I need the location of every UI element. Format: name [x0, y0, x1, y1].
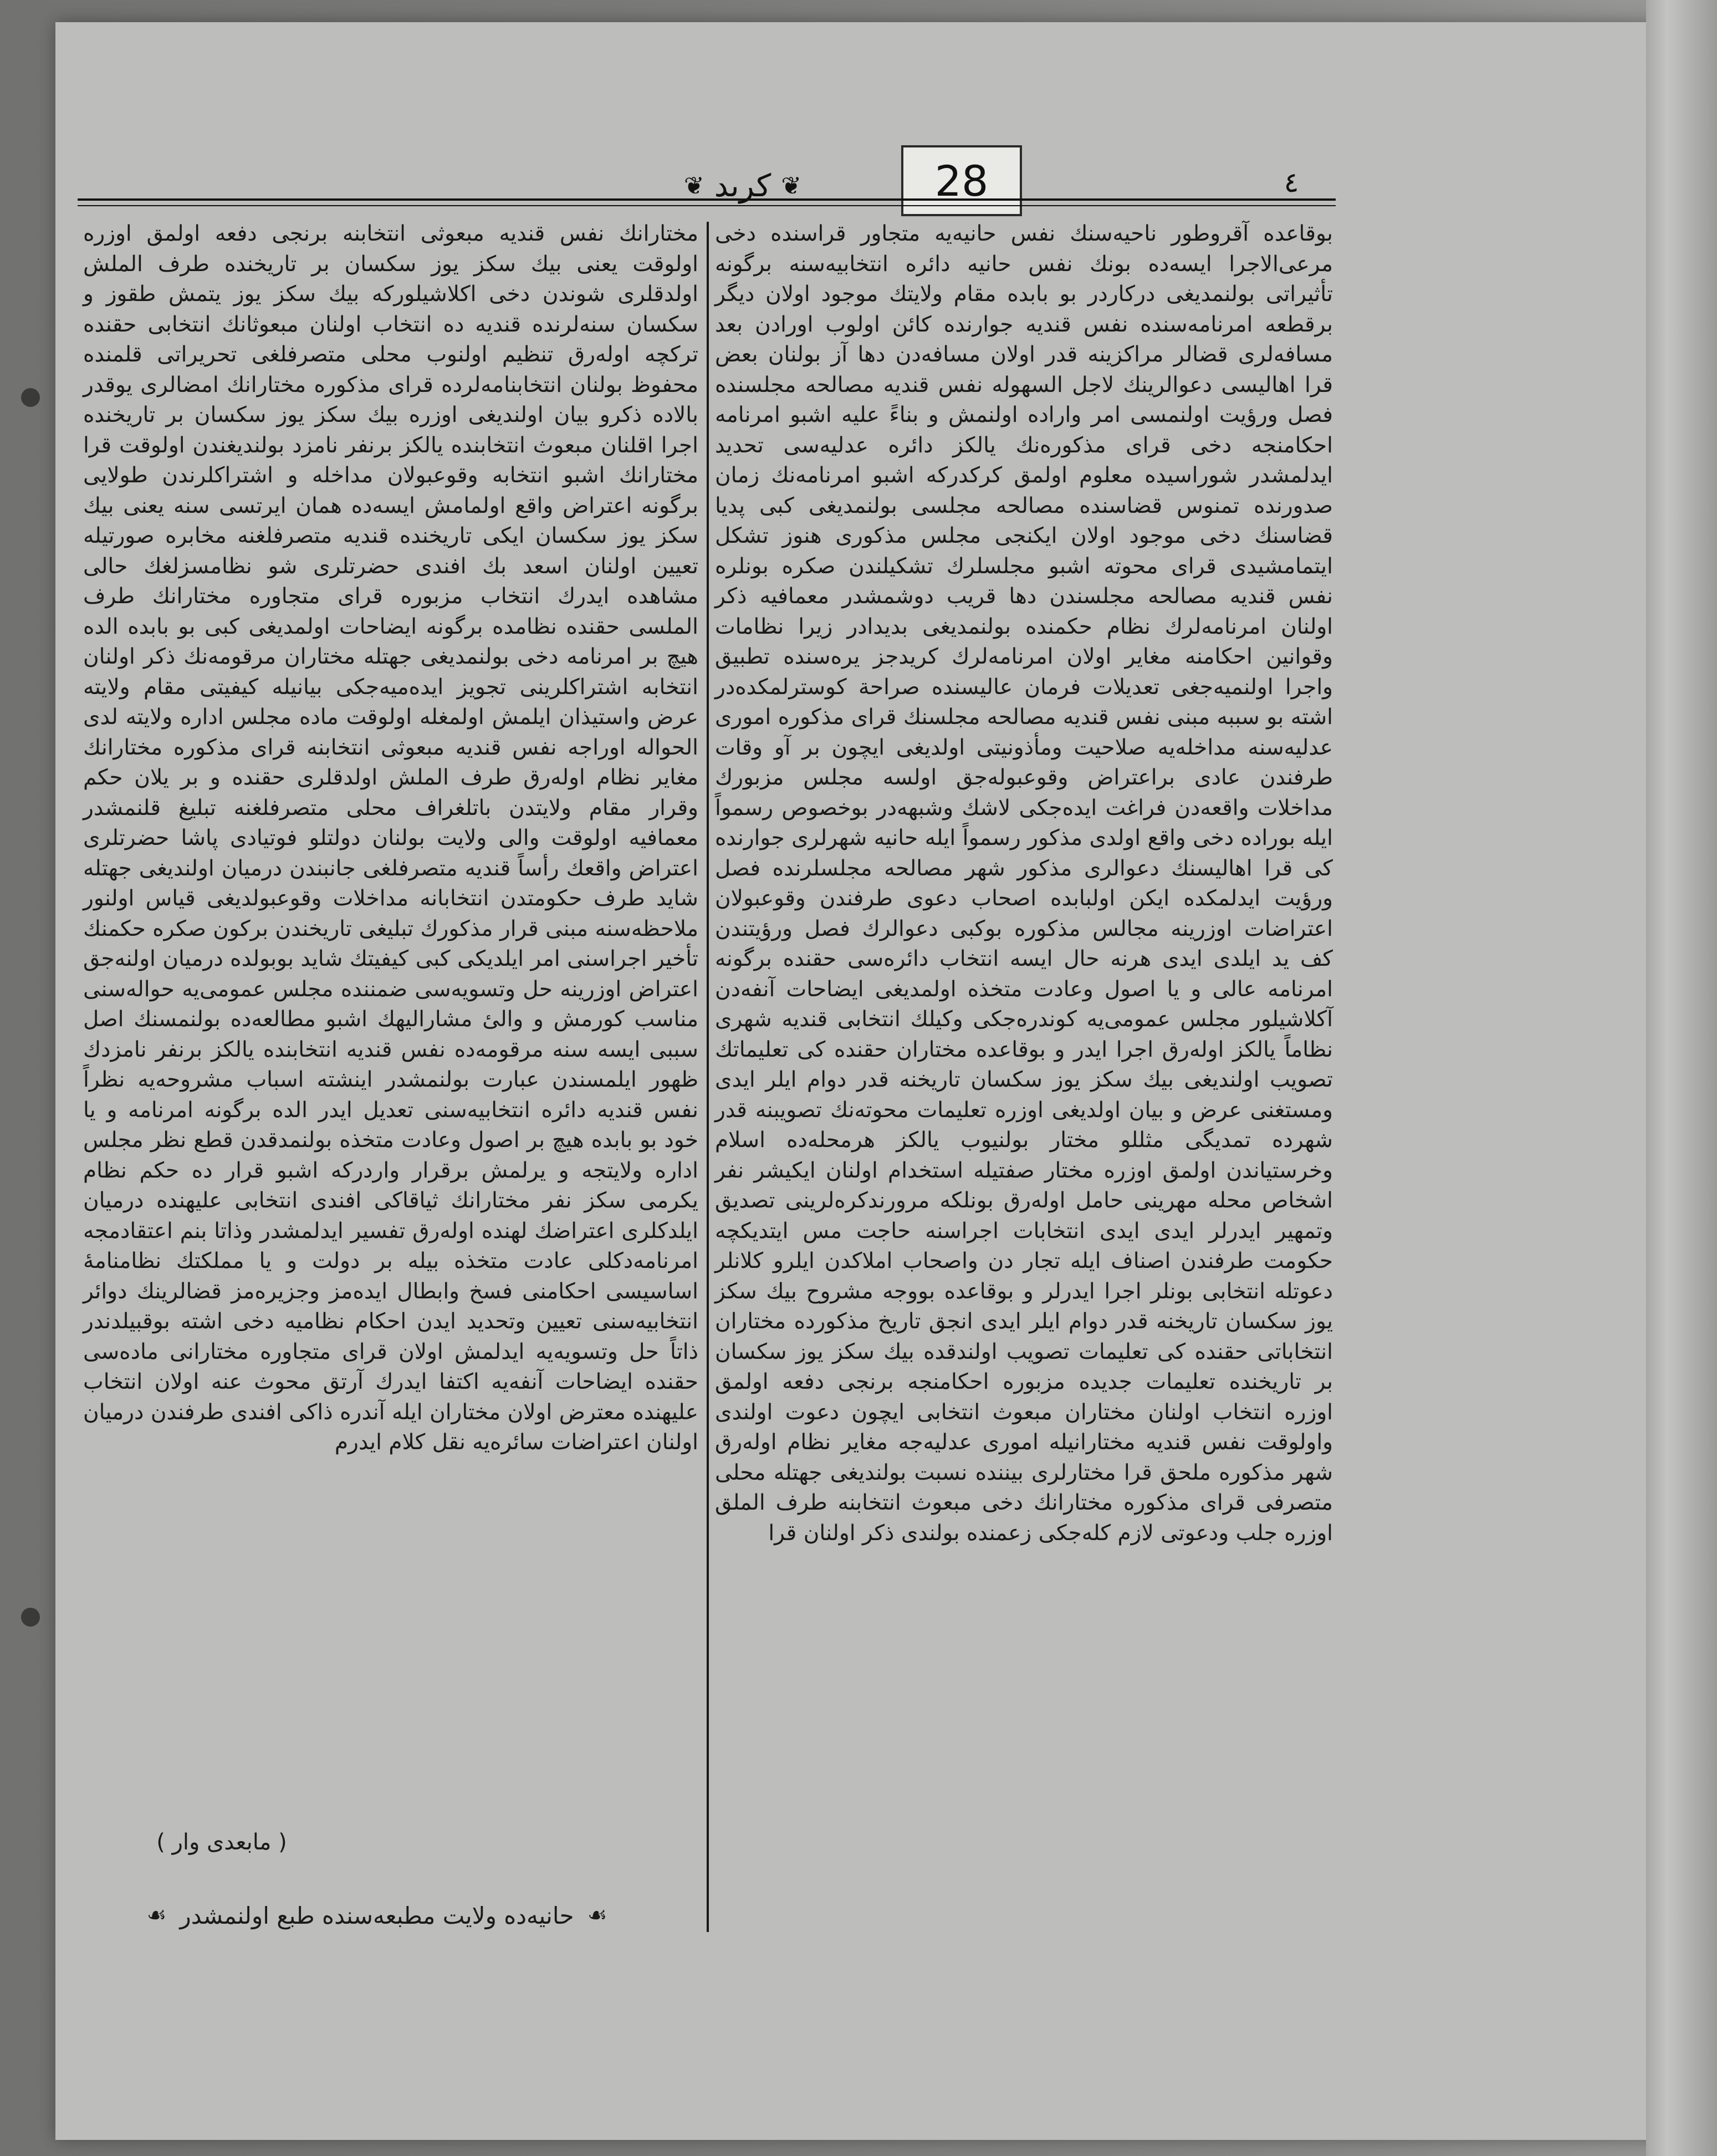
- header-rule: [78, 198, 1336, 201]
- right-column: [715, 219, 1333, 1938]
- left-column-text: مختارانك نفس قندیه مبعوثی انتخابنه برنجی دفعه اولمق اوزره اولوقت یعنی بیك سکز یوز سکسان بر تاریخنده طرف الملش اولدقلری شوندن دخی اکلاشیلورکه بیك سکز یوز یتمش طقوز و سکسان سنه‌لرنده قندیه ده انتخاب اولنان مبعوثانك انتخابی حقنده ترکچه اوله‌رق تنظیم اولنوب محلی متصرفلغی تحریراتی قلمنده محفوظ بولنان انتخابنامه‌لرده قرای مذکوره مختارانك امضالری یوقدر بالاده ذکرو بیان اولندیغی اوزره بیك سکز یوز سکسان بر تاریخنده اجرا اقلنان مبعوث انتخابنده یالکز برنفر نامزد بولندیغندن اولوقت قرا مختارانك اشبو انتخابه وقوعبولان مداخله و اشتراکلرندن طولایی برگونه اعتراض واقع اولمامش ایسه‌ده همان ایرتسی سنه یعنی بیك سکز یوز سکسان ایکی تاریخنده قندیه متصرفلغنه مخابره صورتیله تعیین اولنان اسعد بك افندی حضرتلری شو نظامسزلغك حالی مشاهده ایدرك انتخاب مزبوره قرای متجاوره مختارانك طرف الملسی حقنده نظامده برگونه ایضاحات اولمدیغی کبی بو بابده الده هیچ بر امرنامه دخی بولنمدیغی جهتله مختاران مرقومه‌نك ذکر اولنان انتخابه اشتراکلرینی تجویز ایده‌میه‌جکی بیانیله کیفیتی مقام ولایته عرض واستیذان ایلمش اولمغله اولوقت ماده مجلس اداره ولایته لدی الحواله اوراجه نفس قندیه مبعوثی انتخابنه قرای مذکوره مختارانك مغایر نظام اوله‌رق طرف الملش اولدقلری حقنده و بر یلان حکم وقرار مقام ولایتدن باتلغراف محلی متصرفلغنه تبلیغ قلنمشدر معمافیه اولوقت والی ولایت بولنان دولتلو فوتیادی پاشا حضرتلری اعتراض واقعك رأساً قندیه متصرفلغی جانبندن درمیان اولندیغی جهتله شاید طرف حکومتدن انتخابانه مداخلات وقوعبولدیغی قیاس اولنور ملاحظه‌سنه مبنی قرار مذکورك تبلیغی تاریخندن برکون صکره حکمنك تأخیر اجراسنی امر ایلدیکی کبی کیفیتك شاید بوبولده درمیان اولنه‌جق اعتراض اوزرینه حل وتسویه‌سی ضمننده مجلس عمومی‌یه حواله‌سنی مناسب کورمش و والیٔ مشارالیهك اشبو مطالعه‌ده بولنمسنك اصل سببی ایسه سنه مرقومه‌ده نفس قندیه انتخابنده یالکز برنفر نامزدك ظهور ایلمسندن عبارت بولنمشدر اینشته اسباب مشروحه‌یه نظراً نفس قندیه دائره انتخابیه‌سنی تعدیل ایدر الده برگونه امرنامه و یا خود بو بابده هیچ بر اصول وعادت متخذه بولنمدقدن قطع نظر مجلس اداره ولایتجه و یرلمش برقرار واردرکه اشبو قرار ده حکم نظام یکرمی سکز نفر مختارانك ثیاقاکی افندی انتخابی علیهنده درمیان ایلدکلری اعتراضك لهنده اوله‌رق تفسیر ایدلمشدر وذاتا بنم اعتقادمجه امرنامه‌دکلی عادت متخذه بیله بر دولت و یا مملکتك نظامنامهٔ اساسیسی احکامنی فسخ وابطال ایده‌مز وجزیره‌مز قضالرینك دوائر انتخابیه‌سنی تعیین وتحدید ایدن احکام نظامیه دخی اشته بوقبیلدندر ذاتاً حل وتسویه‌یه ایدلمش اولان قرای متجاوره مختارانی ماده‌سی حقنده ایضاحات آنفه‌یه اکتفا ایدرك آرتق محوث عنه اولان انتخاب علیهنده معترض اولان مختاران ایله آندره ذاکی افندی طرفندن درمیان اولنان اعتراضات سائره‌یه نقل کلام ایدرم: [83, 221, 698, 1455]
- masthead-title: کرید: [714, 167, 771, 204]
- page-number-text: 28: [934, 156, 989, 206]
- page-index: ٤: [1284, 166, 1299, 198]
- ornament-icon: ☙: [587, 1903, 607, 1928]
- ornament-icon: ❦: [683, 171, 704, 200]
- continued-note: ( مابعدی وار ): [156, 1829, 287, 1855]
- imprint-text: حانیه‌ده ولایت مطبعه‌سنده طبع اولنمشدر: [180, 1902, 574, 1929]
- printer-imprint: [94, 1890, 660, 1940]
- binding-hole: [21, 1608, 40, 1627]
- page-edge: [1646, 0, 1717, 2156]
- column-divider: [707, 222, 709, 1932]
- left-column: [83, 219, 698, 1854]
- ornament-icon: ❦: [781, 171, 802, 200]
- right-column-text: بوقاعده آقروطور ناحیه‌سنك نفس حانیه‌یه متجاور قراسنده دخی مرعی‌الاجرا ایسه‌ده بونك نفس حانیه دائره انتخابیه‌سنه برگونه تأثیراتی بولنمدیغی درکاردر بو بابده مقام ولایتك موجود اولان دیگر برقطعه امرنامه‌سنده نفس قندیه جوارنده کائن اولوب اورادن بعد مسافه‌لری قضالر مراکزینه قدر اولان مسافه‌دن دها آز بولنان بعض قرا اهالیسی دعوالرینك لاجل السهوله نفس قندیه مصالحه مجلسنده فصل ورؤیت اولنمسی امر واراده اولنمش و بناءً علیه اشبو امرنامه احکامنجه دخی قرای مذکوره‌نك یالکز دائره عدلیه‌سی تحدید ایدلمشدر شوراسیده معلوم اولمق کرکدرکه اشبو امرنامه‌نك زمان صدورنده تمنوس قضاسنده مصالحه مجلسی بولنمدیغی کبی پدیا قضاسنك دخی موجود اولان ایکنجی مجلس مذکوری هنوز تشکل ایتمامشیدی قرای محوته اشبو مجلسلرك تشکیلندن صکره بونلره نفس قندیه مصالحه مجلسندن دها قریب دوشمشدر معمافیه ذکر اولنان امرنامه‌لرك نظام حکمنده بولنمدیغی بدیدادر زیرا نظامات وقوانین احکامنه مغایر اولان امرنامه‌لرك کریدجز یره‌سنده تطبیق واجرا اولنمیه‌جغی تعدیلات فرمان عالیسنده صراحة کوسترلمکده‌در اشته بو سببه مبنی نفس قندیه مصالحه مجلسنك قرای مذکوره اموری عدلیه‌سنه مداخله‌یه صلاحیت ومأذونیتی اولدیغی ایچون بر آو وقات طرفندن عادی براعتراض وقوعبوله‌جق اولسه مجلس مزبورك مداخلات واقعه‌دن فراغت ایده‌جکی لاشك وشبهه‌در بوخصوص رسمواً ایله بوراده دخی واقع اولدی مذکور رسمواً ایله حانیه شهرلری جوارنده کی قرا اهالیسنك دعوالری مذکور شهر مصالحه مجلسلرنده فصل ورؤیت ایدلمکده ایکن اولبابده اصحاب دعوی طرفندن وقوعبولان اعتراضات اوزرینه مجالس مذکوره بوکبی دعوالرك فصل ورؤیتندن کف ید ایلدی ایدی هرنه حال ایسه انتخاب دائره‌سی حقنده برگونه امرنامه عالی و یا اصول وعادت متخذه اولمدیغی ایضاحات آنفه‌دن آکلاشیلور مجلس عمومی‌یه کوندره‌جکی وکیلك انتخابی قندیه شهری نظاماً یالکز اوله‌رق اجرا ایدر و بوقاعده مختاران حقنده کی تعلیماتك تصویب اولندیغی بیك سکز یوز سکسان تاریخنه قدر دوام ایلر ایدی ومستغنی عرض و بیان اولدیغی اوزره تعلیمات محوته‌نك تصویبنه قدر شهرده تمدیگی مثللو مختار بولنیوب یالکز هرمحله‌ده اسلام وخرستیاندن اولمق اوزره مختار صفتیله استخدام اولنان ایکیشر نفر اشخاص محله مهرینی حامل اوله‌رق بونلکه مرورندکره‌لرینی تصدیق وتمهیر ایدرلر ایدی ایدی انتخابات اجراسنه حاجت مس ایتدیکچه حکومت طرفندن اصناف ایله تجار دن واصحاب املاکدن ایلرو کلانلر دعوتله انتخابی بونلر اجرا ایدرلر و بوقاعده بووجه مشروح بیك سکز یوز سکسان تاریخنه قدر دوام ایلر ایدی انجق تاریخ مذکورده مختاران انتخاباتی حقنده کی تعلیمات تصویب اولندقده بیك سکز یوز سکسان بر تاریخنده تعلیمات جدیده مزبوره احکامنجه برنجی دفعه اولمق اوزره انتخاب اولنان مختاران مبعوث انتخابی ایچون دعوت اولندی واولوقت نفس قندیه مختارانیله اموری عدلیه‌جه مغایر نظام اوله‌رق شهر مذکوره ملحق قرا مختارلری بیننده نسبت بولندیغی جهتله محلی متصرفی قرای مذکوره مختارانك دخی مبعوث انتخابنه طرف الملق اوزره جلب ودعوتی لازم کله‌جکی زعمنده بولندی ذکر اولنان قرا: [715, 221, 1333, 1546]
- ornament-icon: ☙: [146, 1903, 167, 1928]
- header-rule-thin: [78, 205, 1336, 206]
- binding-hole: [21, 388, 40, 407]
